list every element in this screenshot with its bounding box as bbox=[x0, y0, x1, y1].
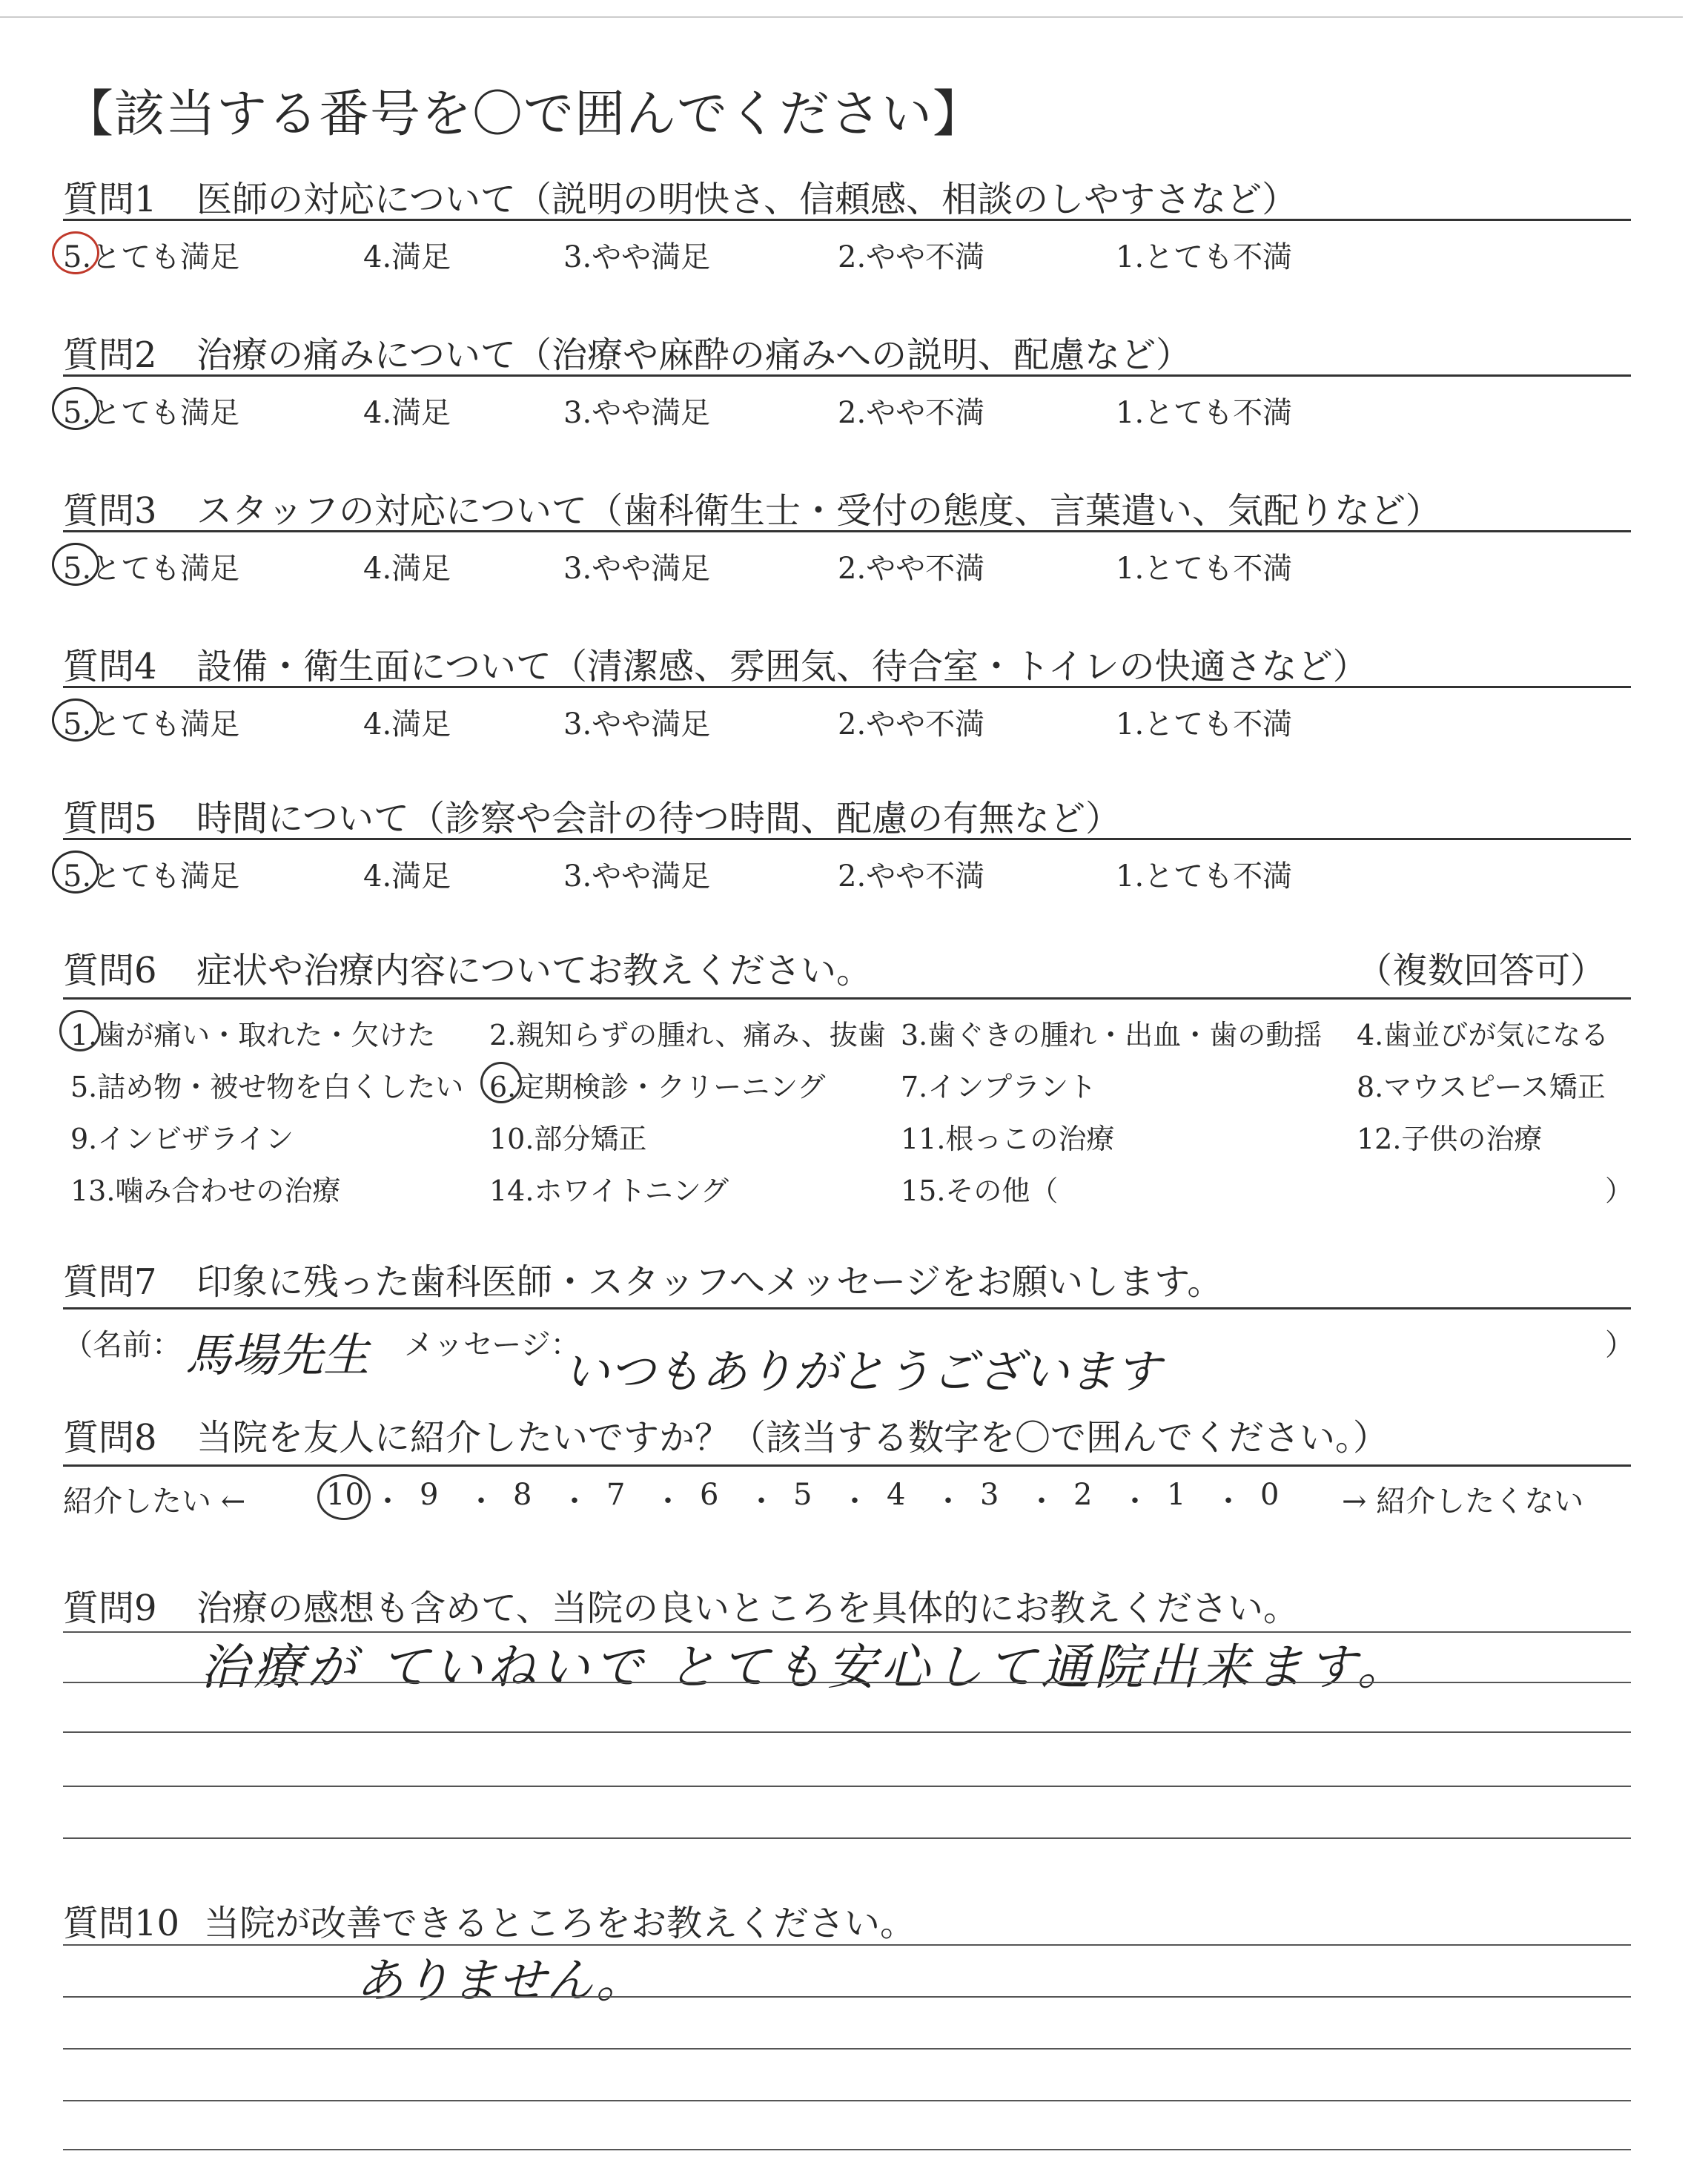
q2-option-4[interactable]: 4.満足 bbox=[363, 396, 451, 430]
q7-text: 印象に残った歯科医師・スタッフへメッセージをお願いします。 bbox=[196, 1261, 1223, 1303]
q4-option-1[interactable]: 1.とても不満 bbox=[1116, 707, 1293, 742]
q8-rule bbox=[63, 1464, 1631, 1467]
q6-selection-circle-1 bbox=[59, 1010, 101, 1051]
q8-left-label: 紹介したい ← bbox=[63, 1484, 246, 1519]
q7-handwritten-message: いつもありがとうございます bbox=[563, 1344, 1162, 1398]
q8-right-label: → 紹介したくない bbox=[1342, 1484, 1584, 1519]
q3-label: 質問3 bbox=[63, 490, 157, 532]
q5-label: 質問5 bbox=[63, 798, 157, 839]
q10-line-3 bbox=[63, 2048, 1631, 2050]
q1-option-4[interactable]: 4.満足 bbox=[363, 240, 451, 274]
q6-option-10[interactable]: 10.部分矯正 bbox=[489, 1123, 647, 1155]
q4-option-5[interactable]: 5.とても満足 bbox=[63, 707, 240, 742]
q6-option-14[interactable]: 14.ホワイトニング bbox=[489, 1175, 729, 1207]
q4-option-3[interactable]: 3.やや満足 bbox=[563, 707, 711, 742]
q1-option-2[interactable]: 2.やや不満 bbox=[838, 240, 985, 274]
q6-option-15[interactable]: 15.その他（ bbox=[901, 1175, 1059, 1207]
q10-line-2 bbox=[63, 1996, 1631, 1998]
q9-line-4 bbox=[63, 1786, 1631, 1787]
q4-rule bbox=[63, 686, 1631, 688]
q1-option-3[interactable]: 3.やや満足 bbox=[563, 240, 711, 274]
q8-scale-8[interactable]: 8 bbox=[513, 1478, 532, 1512]
q4-label: 質問4 bbox=[63, 646, 157, 687]
q6-note: （複数回答可） bbox=[1357, 950, 1606, 991]
q9-line-5 bbox=[63, 1837, 1631, 1839]
q10-line-4 bbox=[63, 2100, 1631, 2101]
q8-separator: ・ bbox=[560, 1484, 589, 1519]
q3-rule bbox=[63, 530, 1631, 532]
q8-scale-2[interactable]: 2 bbox=[1073, 1478, 1093, 1512]
q2-option-2[interactable]: 2.やや不満 bbox=[838, 396, 985, 430]
q5-selection-circle bbox=[52, 851, 99, 894]
q8-scale-6[interactable]: 6 bbox=[700, 1478, 719, 1512]
q8-scale-10[interactable]: 10 bbox=[326, 1478, 364, 1512]
q6-option-7[interactable]: 7.インプラント bbox=[901, 1071, 1097, 1103]
q6-option-2[interactable]: 2.親知らずの腫れ、痛み、抜歯 bbox=[489, 1019, 886, 1051]
q2-option-5[interactable]: 5.とても満足 bbox=[63, 396, 240, 430]
q8-scale-4[interactable]: 4 bbox=[887, 1478, 906, 1512]
q5-option-3[interactable]: 3.やや満足 bbox=[563, 859, 711, 894]
q6-option-6[interactable]: 6.定期検診・クリーニング bbox=[489, 1071, 826, 1103]
q8-separator: ・ bbox=[653, 1484, 683, 1519]
q7-message-label: メッセージ： bbox=[404, 1328, 580, 1362]
q6-other-close-paren: ） bbox=[1605, 1175, 1634, 1207]
q5-option-4[interactable]: 4.満足 bbox=[363, 859, 451, 894]
q6-selection-circle-6 bbox=[480, 1062, 522, 1103]
q2-text: 治療の痛みについて（治療や麻酔の痛みへの説明、配慮など） bbox=[196, 334, 1192, 376]
q8-separator: ・ bbox=[840, 1484, 870, 1519]
q8-selection-circle bbox=[317, 1474, 371, 1520]
q10-text: 当院が改善できるところをお教えください。 bbox=[204, 1903, 916, 1944]
q5-text: 時間について（診察や会計の待つ時間、配慮の有無など） bbox=[196, 798, 1122, 839]
q6-rule bbox=[63, 997, 1631, 1000]
q7-rule bbox=[63, 1307, 1631, 1309]
q4-selection-circle bbox=[52, 698, 99, 742]
q7-name-label: （名前： bbox=[63, 1328, 182, 1362]
q3-option-4[interactable]: 4.満足 bbox=[363, 552, 451, 586]
q10-line-5 bbox=[63, 2149, 1631, 2150]
q1-option-5[interactable]: 5.とても満足 bbox=[63, 240, 240, 274]
q7-label: 質問7 bbox=[63, 1261, 157, 1303]
q8-scale-7[interactable]: 7 bbox=[606, 1478, 626, 1512]
q8-label: 質問8 bbox=[63, 1417, 157, 1459]
q2-option-1[interactable]: 1.とても不満 bbox=[1116, 396, 1293, 430]
q8-separator: ・ bbox=[933, 1484, 963, 1519]
q5-rule bbox=[63, 838, 1631, 840]
scan-edge-line bbox=[0, 16, 1683, 18]
q10-line-1 bbox=[63, 1944, 1631, 1946]
q9-label: 質問9 bbox=[63, 1588, 157, 1629]
q8-separator: ・ bbox=[1214, 1484, 1243, 1519]
q1-label: 質問1 bbox=[63, 179, 157, 220]
q6-option-11[interactable]: 11.根っこの治療 bbox=[901, 1123, 1115, 1155]
q8-scale-5[interactable]: 5 bbox=[793, 1478, 812, 1512]
q8-separator: ・ bbox=[747, 1484, 776, 1519]
q8-scale-9[interactable]: 9 bbox=[420, 1478, 439, 1512]
q8-scale-0[interactable]: 0 bbox=[1260, 1478, 1280, 1512]
q1-text: 医師の対応について（説明の明快さ、信頼感、相談のしやすさなど） bbox=[196, 179, 1298, 220]
q8-text: 当院を友人に紹介したいですか？（該当する数字を〇で囲んでください。） bbox=[196, 1417, 1389, 1459]
q10-handwritten: ありません。 bbox=[356, 1954, 643, 2009]
q8-separator: ・ bbox=[1027, 1484, 1056, 1519]
q2-selection-circle bbox=[52, 387, 99, 430]
q7-handwritten-name: 馬場先生 bbox=[185, 1328, 370, 1382]
q6-label: 質問6 bbox=[63, 950, 157, 991]
q6-option-13[interactable]: 13.噛み合わせの治療 bbox=[70, 1175, 341, 1207]
q8-separator: ・ bbox=[466, 1484, 496, 1519]
q6-option-12[interactable]: 12.子供の治療 bbox=[1357, 1123, 1543, 1155]
q1-option-1[interactable]: 1.とても不満 bbox=[1116, 240, 1293, 274]
q9-line-3 bbox=[63, 1731, 1631, 1733]
q9-handwritten: 治療が ていねいで とても安心して通院出来ます。 bbox=[200, 1639, 1411, 1696]
q7-close-paren: ） bbox=[1605, 1328, 1635, 1362]
q3-option-3[interactable]: 3.やや満足 bbox=[563, 552, 711, 586]
q9-line-2 bbox=[63, 1682, 1631, 1683]
page-heading: 【該当する番号を〇で囲んでください】 bbox=[63, 85, 984, 144]
q4-option-4[interactable]: 4.満足 bbox=[363, 707, 451, 742]
q2-option-3[interactable]: 3.やや満足 bbox=[563, 396, 711, 430]
q5-option-2[interactable]: 2.やや不満 bbox=[838, 859, 985, 894]
q5-option-5[interactable]: 5.とても満足 bbox=[63, 859, 240, 894]
q1-selection-circle bbox=[52, 231, 99, 274]
q6-option-4[interactable]: 4.歯並びが気になる bbox=[1357, 1019, 1609, 1051]
q3-selection-circle bbox=[52, 543, 99, 586]
q2-label: 質問2 bbox=[63, 334, 157, 376]
q5-option-1[interactable]: 1.とても不満 bbox=[1116, 859, 1293, 894]
q3-option-5[interactable]: 5.とても満足 bbox=[63, 552, 240, 586]
q6-option-8[interactable]: 8.マウスピース矯正 bbox=[1357, 1071, 1606, 1103]
q3-option-1[interactable]: 1.とても不満 bbox=[1116, 552, 1293, 586]
q3-option-2[interactable]: 2.やや不満 bbox=[838, 552, 985, 586]
q6-option-9[interactable]: 9.インビザライン bbox=[70, 1123, 294, 1155]
q4-text: 設備・衛生面について（清潔感、雰囲気、待合室・トイレの快適さなど） bbox=[196, 646, 1368, 687]
q6-text: 症状や治療内容についてお教えください。 bbox=[196, 950, 873, 991]
q8-separator: ・ bbox=[1120, 1484, 1150, 1519]
q6-option-5[interactable]: 5.詰め物・被せ物を白くしたい bbox=[70, 1071, 464, 1103]
q9-text: 治療の感想も含めて、当院の良いところを具体的にお教えください。 bbox=[196, 1588, 1300, 1629]
q3-text: スタッフの対応について（歯科衛生士・受付の態度、言葉遣い、気配りなど） bbox=[196, 490, 1442, 532]
q10-label: 質問10 bbox=[63, 1903, 180, 1944]
q6-option-1[interactable]: 1.歯が痛い・取れた・欠けた bbox=[70, 1019, 436, 1051]
q4-option-2[interactable]: 2.やや不満 bbox=[838, 707, 985, 742]
q2-rule bbox=[63, 374, 1631, 377]
q8-scale-3[interactable]: 3 bbox=[980, 1478, 999, 1512]
q6-option-3[interactable]: 3.歯ぐきの腫れ・出血・歯の動揺 bbox=[901, 1019, 1323, 1051]
q1-rule bbox=[63, 219, 1631, 221]
q8-scale-1[interactable]: 1 bbox=[1167, 1478, 1186, 1512]
q8-separator: ・ bbox=[373, 1484, 403, 1519]
